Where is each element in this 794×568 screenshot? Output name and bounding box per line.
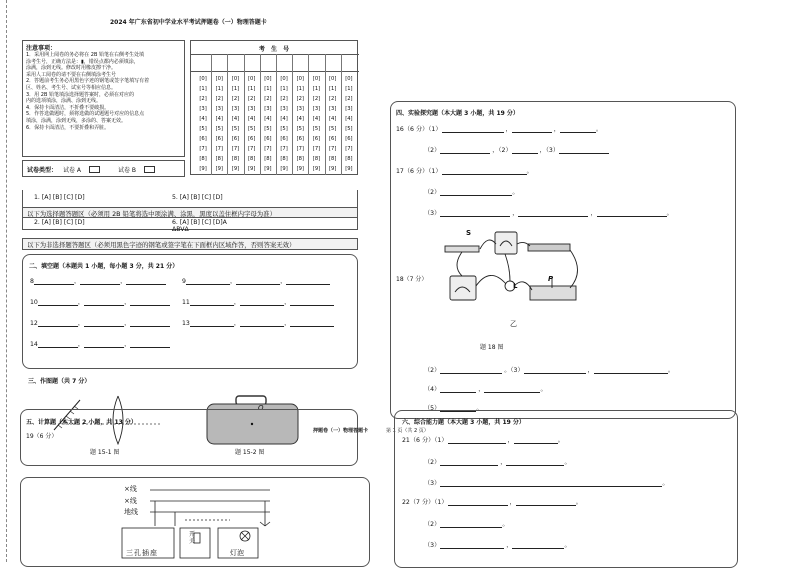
mcq-q1[interactable]: 1. [A] [B] [C] [D] — [34, 194, 85, 201]
student-number-digit[interactable]: [1] — [215, 86, 223, 92]
exam-type-b[interactable]: 试卷 B — [118, 167, 137, 174]
student-number-digit[interactable]: [3] — [329, 106, 337, 112]
student-number-digit[interactable]: [9] — [264, 166, 272, 172]
blank[interactable] — [84, 299, 124, 306]
fill-row-right: 13 ， ， — [182, 318, 334, 327]
notice-lines: 1．采用网上阅卷的务必将在 2B 铅笔在右侧考生处填 涂考生号，正确方法是：▮，错误点都内必须填涂， 涂满，涂到无线。修改时用橡皮擦干净。 采用人工阅卷的请不要在右侧填涂考生号 2．答题前考生务必用黑色字迹的钢笔或签字笔填写有着 区、姓名、考生号、试室号等相应信息。 3．用 2B 铅笔填涂选择题答案时，必须在对应的 内的选项填涂，涂满、涂到无线。 4．保持卡面清洁，不折叠不要破损。 5．作答选做题时，须将选做的试题题号对应的信息点 填涂，涂满，涂到无线，多涂的、答案无效。 6．保持卡面清洁，不要折叠和弄脏。 — [26, 52, 150, 131]
student-number-digit[interactable]: [2] — [345, 96, 353, 102]
blank[interactable] — [130, 341, 170, 348]
fill-row: 12 ， ， — [30, 318, 170, 327]
mcq-tail: ΔBVΔ — [172, 226, 189, 233]
student-number-digit[interactable]: [3] — [280, 106, 288, 112]
exam-type-a-box[interactable] — [89, 166, 100, 173]
circuit-fire-line: ×线 — [124, 485, 137, 493]
student-number-digit[interactable]: [4] — [329, 116, 337, 122]
student-number-digit[interactable]: [7] — [345, 146, 353, 152]
fill-title: 二、填空题（本题共 1 小题，每小题 3 分，共 21 分） — [29, 263, 179, 270]
student-number-column[interactable] — [308, 74, 324, 174]
comp-q21-row1: 21（6 分）（1） ， 。 — [402, 437, 564, 444]
student-number-digit[interactable]: [8] — [264, 156, 272, 162]
student-number-digit[interactable]: [5] — [312, 126, 321, 132]
student-number-digit[interactable]: [4] — [199, 116, 207, 122]
student-number-digit[interactable]: [6] — [312, 136, 321, 142]
student-number-digit[interactable]: [0] — [345, 76, 353, 82]
exp-q16-row: 16（6 分）（1） ， ， 。 — [396, 126, 603, 133]
student-number-digit[interactable]: [3] — [345, 106, 353, 112]
exp-q18: 18（7 分） — [396, 276, 428, 283]
student-number-digit[interactable]: [9] — [199, 166, 207, 172]
student-number-column[interactable] — [227, 74, 243, 174]
student-number-digit[interactable]: [6] — [280, 136, 288, 142]
student-number-digit[interactable]: [3] — [248, 106, 256, 112]
student-number-digit[interactable]: [1] — [345, 86, 353, 92]
student-number-digit[interactable]: [7] — [248, 146, 256, 152]
nonmcq-instruction-bar: 以下为非选择题答题区（必须用黑色字迹的钢笔或签字笔在下面框内区域作答，否则答案无效） — [22, 238, 358, 250]
circuit-ground-line: 地线 — [124, 508, 138, 516]
student-number-digit[interactable]: [9] — [296, 166, 304, 172]
student-number-digit[interactable]: [3] — [199, 106, 207, 112]
student-number-digit[interactable]: [0] — [312, 76, 321, 82]
student-number-digit[interactable]: [6] — [231, 136, 240, 142]
exp-q18-row3: （4） ， 。 — [424, 386, 547, 393]
blank[interactable] — [236, 278, 280, 285]
student-number-digit[interactable]: [3] — [264, 106, 272, 112]
student-number-digit[interactable]: [4] — [345, 116, 353, 122]
blank[interactable] — [84, 320, 124, 327]
student-number-digit[interactable]: [6] — [296, 136, 304, 142]
student-number-digit[interactable]: [0] — [248, 76, 256, 82]
student-number-digit[interactable]: [8] — [296, 156, 304, 162]
student-number-digit[interactable]: [8] — [280, 156, 288, 162]
exp-q17-row3: （3） ， ， 。 — [424, 210, 673, 217]
fill-row-right: 11 ， ， — [182, 297, 334, 306]
student-number-digit[interactable]: [0] — [296, 76, 304, 82]
student-number-digit[interactable]: [6] — [248, 136, 256, 142]
student-number-digit[interactable]: [4] — [280, 116, 288, 122]
fig-15-2-caption: 题 15-2 图 — [235, 449, 265, 456]
blank[interactable] — [240, 320, 284, 327]
blank[interactable] — [38, 341, 78, 348]
student-number-digit[interactable]: [3] — [231, 106, 240, 112]
blank[interactable] — [290, 299, 334, 306]
exam-type-b-box[interactable] — [144, 166, 155, 173]
student-number-digit[interactable]: [8] — [231, 156, 240, 162]
circuit-socket-label: 三孔插座 — [126, 549, 158, 557]
comp-q22-row3: （3） ， 。 — [424, 542, 571, 549]
student-number-digit[interactable]: [1] — [231, 86, 240, 92]
student-number-digit[interactable]: [1] — [264, 86, 272, 92]
blank[interactable] — [84, 341, 124, 348]
blank[interactable] — [80, 278, 120, 285]
fill-row: 10 ， ， — [30, 297, 170, 306]
student-number-digit[interactable]: [9] — [312, 166, 321, 172]
blank[interactable] — [286, 278, 330, 285]
student-number-digit[interactable]: [7] — [215, 146, 223, 152]
exam-type-box — [22, 160, 185, 177]
blank[interactable] — [126, 278, 166, 285]
student-number-digit[interactable]: [5] — [329, 126, 337, 132]
calc-q19: 19（6 分） — [26, 433, 58, 440]
comp-q22-row1: 22（7 分）（1） ， 。 — [402, 499, 582, 506]
fig-18-caption: 题 18 图 — [480, 344, 504, 351]
student-number-column[interactable] — [195, 74, 211, 174]
student-number-digit[interactable]: [5] — [215, 126, 223, 132]
student-number-digit[interactable]: [9] — [231, 166, 240, 172]
blank[interactable] — [186, 278, 230, 285]
student-number-digit[interactable]: [6] — [345, 136, 353, 142]
student-number-digit[interactable]: [9] — [345, 166, 353, 172]
student-number-digit[interactable]: [0] — [329, 76, 337, 82]
blank[interactable] — [190, 299, 234, 306]
student-number-digit[interactable]: [9] — [280, 166, 288, 172]
comp-q21-row3: （3） 。 — [424, 480, 669, 487]
blank[interactable] — [290, 320, 334, 327]
student-number-digit[interactable]: [7] — [312, 146, 321, 152]
footer-title: 押题卷（一）物理答题卡 — [313, 428, 369, 434]
student-number-digit[interactable]: [7] — [296, 146, 304, 152]
student-number-column[interactable] — [325, 74, 341, 174]
student-number-digit[interactable]: [1] — [312, 86, 321, 92]
student-number-digit[interactable]: [4] — [215, 116, 223, 122]
student-number-digit[interactable]: [2] — [199, 96, 207, 102]
fill-row-right: 9 ， ， — [182, 276, 330, 285]
exp-q17-row1: 17（6 分）（1） 。 — [396, 168, 533, 175]
student-number-column[interactable] — [276, 74, 292, 174]
student-number-digit[interactable]: [5] — [199, 126, 207, 132]
student-number-digit[interactable]: [3] — [296, 106, 304, 112]
student-number-column[interactable] — [244, 74, 260, 174]
footer-page: 第 1 页（共 2 页） — [386, 428, 429, 434]
student-number-digit[interactable]: [2] — [264, 96, 272, 102]
student-number-digit[interactable]: [3] — [312, 106, 321, 112]
student-number-digit[interactable]: [4] — [231, 116, 240, 122]
student-number-digit[interactable]: [1] — [329, 86, 337, 92]
student-number-digit[interactable]: [2] — [280, 96, 288, 102]
mcq-q2[interactable]: 2. [A] [B] [C] [D] — [34, 219, 85, 226]
fill-row: 14 ， ， — [30, 339, 170, 348]
student-number-digit[interactable]: [4] — [296, 116, 304, 122]
student-number-digit[interactable]: [8] — [329, 156, 337, 162]
student-number-digit[interactable]: [4] — [264, 116, 272, 122]
student-number-digit[interactable]: [7] — [264, 146, 272, 152]
mcq-instruction-bar: 以下为选择题答题区（必须用 2B 铅笔将选中项涂满、涂黑，黑度以盖住框内字母为准） — [22, 207, 358, 218]
student-number-digit[interactable]: [6] — [215, 136, 223, 142]
student-number-column[interactable] — [341, 74, 357, 174]
blank[interactable] — [240, 299, 284, 306]
student-number-digit[interactable]: [6] — [199, 136, 207, 142]
fig-18-label-s: S — [466, 229, 472, 237]
student-number-digit[interactable]: [5] — [264, 126, 272, 132]
blank[interactable] — [130, 320, 170, 327]
student-number-column[interactable] — [260, 74, 276, 174]
student-number-digit[interactable]: [2] — [231, 96, 240, 102]
student-number-digit[interactable]: [8] — [199, 156, 207, 162]
student-number-column[interactable] — [292, 74, 308, 174]
fill-row: 8 ， ， — [30, 276, 166, 285]
blank[interactable] — [38, 299, 78, 306]
mcq-q5[interactable]: 5. [A] [B] [C] [D] — [172, 194, 223, 201]
fill-section — [22, 254, 358, 369]
student-number-digit[interactable]: [4] — [248, 116, 256, 122]
student-number-digit[interactable]: [8] — [215, 156, 223, 162]
exp-title: 四、实验探究题（本大题 3 小题，共 19 分） — [396, 110, 519, 117]
fig-18-label-l: L — [513, 282, 518, 290]
student-number-digit[interactable]: [0] — [215, 76, 223, 82]
student-number-digit[interactable]: [2] — [312, 96, 321, 102]
exam-type-a[interactable]: 试卷 A — [63, 167, 82, 174]
exam-type-label: 试卷类型： — [27, 167, 58, 174]
exp-q18-row4: （5） 。 — [424, 405, 483, 412]
mcq-q6[interactable]: 6. [A] [B] [C] [D]A — [172, 219, 227, 226]
student-number-digit[interactable]: [1] — [280, 86, 288, 92]
circuit-switch-label: 开关 — [189, 531, 196, 545]
student-number-column[interactable] — [211, 74, 227, 174]
blank[interactable] — [130, 299, 170, 306]
student-number-digit[interactable]: [8] — [248, 156, 256, 162]
exp-q16-row2: （2） ，（2） ，（3） — [424, 145, 609, 154]
student-number-digit[interactable]: [0] — [264, 76, 272, 82]
student-number-digit[interactable]: [0] — [199, 76, 207, 82]
circuit-lamp-label: 灯泡 — [230, 549, 244, 557]
draw-title: 三、作图题（共 7 分） — [28, 378, 91, 385]
student-number-grid — [190, 40, 358, 175]
student-number-digit[interactable]: [5] — [231, 126, 240, 132]
exp-q18-row2: （2） 。（3） ， 。 — [424, 367, 675, 374]
fig-15-1-caption: 题 15-1 图 — [90, 449, 120, 456]
comp-title: 六、综合能力题（本大题 3 小题，共 19 分） — [402, 419, 525, 426]
student-number-digit[interactable]: [6] — [329, 136, 337, 142]
page-title: 2024 年广东省初中学业水平考试押题卷（一）物理答题卡 — [110, 19, 267, 26]
student-number-digit[interactable]: [7] — [329, 146, 337, 152]
student-number-digit[interactable]: [4] — [312, 116, 321, 122]
student-number-digit[interactable]: [5] — [296, 126, 304, 132]
student-number-digit[interactable]: [3] — [215, 106, 223, 112]
student-number-digit[interactable]: [7] — [199, 146, 207, 152]
student-number-digit[interactable]: [9] — [248, 166, 256, 172]
student-number-digit[interactable]: [2] — [248, 96, 256, 102]
student-number-digit[interactable]: [9] — [215, 166, 223, 172]
student-number-digit[interactable]: [5] — [248, 126, 256, 132]
student-number-digit[interactable]: [6] — [264, 136, 272, 142]
student-number-digit[interactable]: [1] — [248, 86, 256, 92]
binding-line — [6, 0, 7, 562]
student-number-digit[interactable]: [5] — [345, 126, 353, 132]
blank[interactable] — [34, 278, 74, 285]
student-number-digit[interactable]: [0] — [231, 76, 240, 82]
student-number-digit[interactable]: [2] — [296, 96, 304, 102]
comp-q21-row2: （2） ， 。 — [424, 459, 571, 466]
fig-18-label-p: P — [548, 275, 554, 283]
student-number-digit[interactable]: [2] — [329, 96, 337, 102]
student-number-title: 考 生 号 — [258, 46, 292, 53]
student-number-digit[interactable]: [7] — [231, 146, 240, 152]
exp-q17-row2: （2） 。 — [424, 189, 519, 196]
student-number-digit[interactable]: [5] — [280, 126, 288, 132]
fig-15-2-point-o: O — [258, 404, 264, 412]
blank[interactable] — [38, 320, 78, 327]
student-number-digit[interactable]: [0] — [280, 76, 288, 82]
circuit-zero-line: ×线 — [124, 497, 137, 505]
calc-title: 五、计算题（本大题 2 小题，共 13 分） — [26, 419, 137, 426]
notice-title: 注意事项： — [26, 45, 57, 52]
fig-18-label-yi: 乙 — [510, 320, 517, 328]
student-number-digit[interactable]: [9] — [329, 166, 337, 172]
student-number-digit[interactable]: [1] — [199, 86, 207, 92]
student-number-digit[interactable]: [2] — [215, 96, 223, 102]
student-number-digit[interactable]: [8] — [312, 156, 321, 162]
notice-box — [22, 40, 185, 157]
student-number-digit[interactable]: [7] — [280, 146, 288, 152]
blank[interactable] — [190, 320, 234, 327]
comp-q22-row2: （2） 。 — [424, 521, 509, 528]
student-number-digit[interactable]: [1] — [296, 86, 304, 92]
student-number-digit[interactable]: [8] — [345, 156, 353, 162]
